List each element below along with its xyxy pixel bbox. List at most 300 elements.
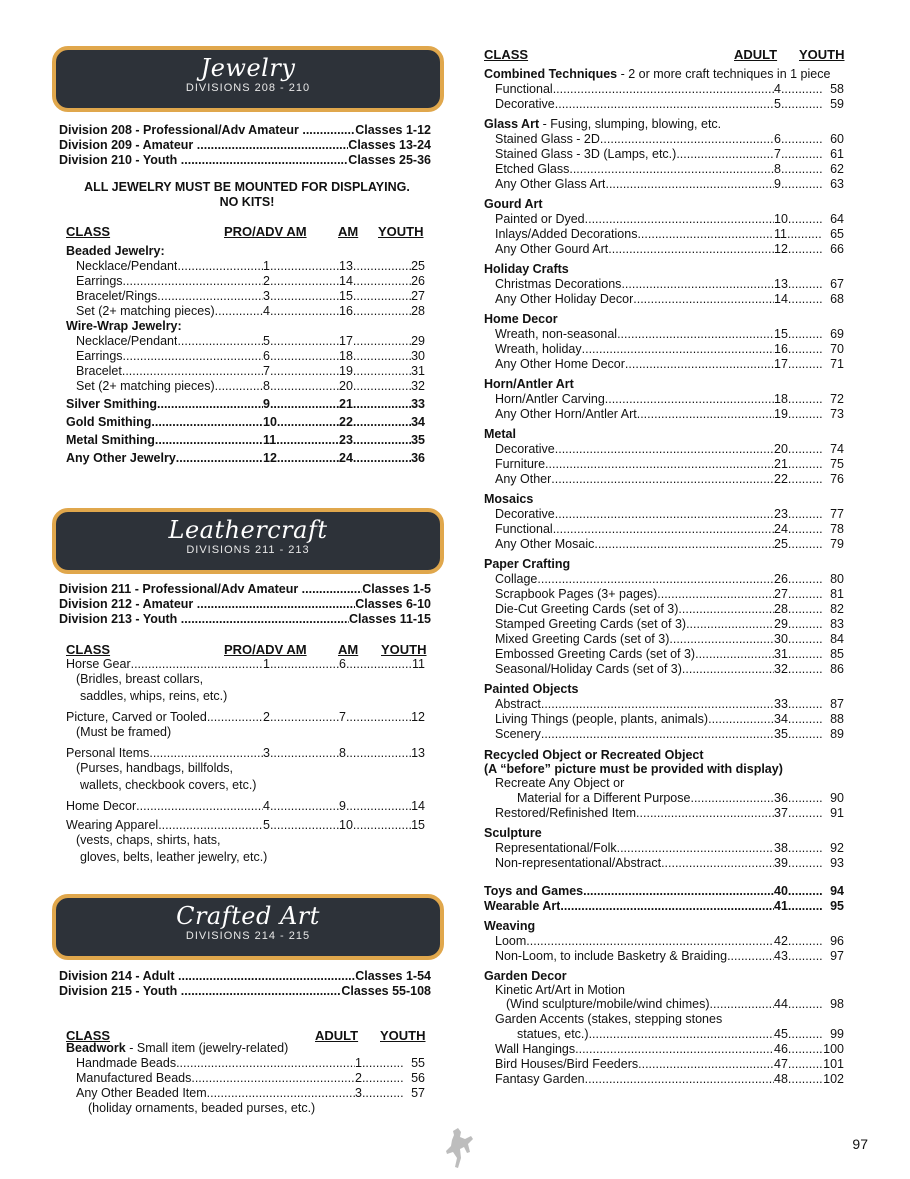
class-number-adult: 16: [774, 342, 788, 356]
class-number-adult: 2: [355, 1071, 362, 1085]
class-number-youth: 91: [830, 806, 844, 820]
division-classes: Classes 11-15: [348, 612, 431, 626]
class-number-adult: 13: [774, 277, 788, 291]
class-row: [484, 407, 844, 422]
adult-segment: [774, 712, 822, 727]
label-segment: [66, 304, 263, 319]
dot-leader: [176, 1056, 355, 1071]
class-number-pro: 5: [263, 334, 270, 348]
jewelry-banner: [52, 46, 444, 112]
class-number-youth: 98: [830, 997, 844, 1011]
class-number-pro: 3: [263, 289, 270, 303]
dot-leader: [621, 277, 774, 292]
division-name: Division 213 - Youth .....: [59, 612, 349, 627]
label-segment: [484, 97, 774, 112]
class-label: statues, etc.): [517, 1027, 589, 1041]
dot-leader: [678, 602, 774, 617]
class-number-am: 24: [339, 451, 353, 465]
class-number-adult: 19: [774, 407, 788, 421]
class-number-pro: 2: [263, 274, 270, 288]
dot-leader: [788, 806, 822, 821]
class-label: Functional: [495, 82, 553, 96]
class-row: [484, 1072, 844, 1087]
pro-segment: [263, 349, 339, 364]
class-number-adult: 45: [774, 1027, 788, 1041]
label-segment: [484, 537, 774, 552]
division-line: [59, 153, 431, 168]
label-segment: [484, 357, 774, 372]
label-segment: [484, 442, 774, 457]
dot-leader: [657, 587, 774, 602]
dot-leader: [788, 327, 822, 342]
class-label: Stained Glass - 2D: [495, 132, 600, 146]
label-segment: [66, 746, 263, 761]
class-label: Christmas Decorations: [495, 277, 622, 291]
class-number-adult: 9: [774, 177, 781, 191]
label-segment: [484, 327, 774, 342]
class-row: [484, 856, 844, 871]
class-number-am: 7: [339, 710, 346, 724]
class-row: [484, 227, 844, 242]
class-number-youth: 75: [830, 457, 844, 471]
class-number-youth: 79: [830, 537, 844, 551]
group-title: Combined Techniques: [484, 67, 618, 81]
dot-leader: [575, 1042, 774, 1057]
class-number-adult: 11: [774, 227, 787, 241]
class-number-youth: 82: [830, 602, 844, 616]
class-number-youth: 71: [830, 357, 844, 371]
label-segment: [484, 856, 774, 871]
label-segment: [484, 806, 774, 821]
class-row: [66, 397, 425, 412]
class-number-youth: 72: [830, 392, 844, 406]
dot-leader: [788, 1057, 822, 1072]
leathercraft-banner-title: Leathercraft: [168, 516, 328, 544]
label-segment: [484, 507, 774, 522]
class-label: Wearing Apparel: [66, 818, 159, 832]
class-label: Earrings: [76, 349, 123, 363]
label-segment: [484, 697, 774, 712]
class-number-youth: 30: [411, 349, 425, 363]
class-label: Collage: [495, 572, 538, 586]
adult-segment: [774, 632, 822, 647]
dot-leader: [157, 289, 263, 304]
division-line: [59, 597, 431, 612]
class-label: Bracelet: [76, 364, 122, 378]
class-number-youth: 26: [411, 274, 425, 288]
dot-leader: [353, 433, 411, 448]
beadwork-section: [66, 1041, 425, 1116]
crafted-class-header: CLASS: [66, 1028, 111, 1043]
class-label: Inlays/Added Decorations: [495, 227, 638, 241]
class-number-adult: 12: [774, 242, 788, 256]
division-line: [59, 969, 431, 984]
crafted-art-banner-subtitle: DIVISIONS 214 - 215: [185, 930, 311, 942]
class-note: (Purses, handbags, billfolds,: [76, 761, 234, 775]
dot-leader: [353, 818, 411, 833]
dot-leader: [788, 841, 822, 856]
dot-leader: [123, 349, 263, 364]
adult-segment: [774, 177, 822, 192]
class-row: [484, 712, 844, 727]
class-label: Any Other Mosaic: [495, 537, 595, 551]
class-label: Restored/Refinished Item: [495, 806, 637, 820]
dot-leader: [353, 379, 411, 394]
dot-leader: [617, 841, 774, 856]
class-row: [484, 1057, 844, 1072]
label-segment: [66, 259, 263, 274]
group-title: Holiday Crafts: [484, 262, 569, 276]
am-segment: [339, 274, 411, 289]
label-segment: [66, 710, 263, 725]
class-number-youth: 97: [830, 949, 844, 963]
class-row: [484, 647, 844, 662]
class-row: [484, 132, 844, 147]
dot-leader: [788, 1042, 822, 1057]
adult-segment: [774, 697, 822, 712]
dot-leader: [270, 818, 339, 833]
division-line: [59, 582, 431, 597]
label-segment: [484, 884, 774, 899]
pro-segment: [263, 451, 339, 466]
dot-leader: [585, 212, 774, 227]
right-class-list: [484, 65, 844, 1087]
dot-leader: [708, 712, 774, 727]
dot-leader: [158, 818, 263, 833]
pro-segment: [263, 710, 339, 725]
class-number-adult: 8: [774, 162, 781, 176]
division-line: [59, 612, 431, 627]
class-number-youth: 100: [823, 1042, 844, 1056]
dot-leader: [788, 791, 822, 806]
group-desc: - Fusing, slumping, blowing, etc.: [539, 117, 722, 131]
label-segment: [484, 342, 774, 357]
dot-leader: [569, 162, 774, 177]
recycled-note: (A “before” picture must be provided with display): [484, 762, 783, 776]
class-number-adult: 44: [774, 997, 788, 1011]
dot-leader: [788, 647, 822, 662]
class-number-pro: 3: [263, 746, 270, 760]
class-label: Die-Cut Greeting Cards (set of 3): [495, 602, 679, 616]
pro-segment: [263, 334, 339, 349]
garden-line: Kinetic Art/Art in Motion: [495, 983, 625, 997]
label-segment: [484, 791, 774, 806]
dot-leader: [215, 379, 263, 394]
class-number-adult: 34: [774, 712, 788, 726]
dot-leader: [270, 746, 339, 761]
class-number-adult: 10: [774, 212, 788, 226]
adult-segment: [774, 997, 822, 1012]
class-label: Painted or Dyed: [495, 212, 585, 226]
class-row: [66, 259, 425, 274]
group-title: Mosaics: [484, 492, 534, 506]
adult-segment: [774, 572, 822, 587]
class-number-adult: 18: [774, 392, 788, 406]
group-title: Weaving: [484, 919, 536, 933]
class-label: Picture, Carved or Tooled: [66, 710, 207, 724]
class-label: Metal Smithing: [66, 433, 155, 447]
class-number-youth: 84: [830, 632, 844, 646]
class-row: [484, 97, 844, 112]
jewelry-pro-header: PRO/ADV AM: [224, 224, 307, 239]
class-label: Abstract: [495, 697, 541, 711]
class-row: [76, 1056, 425, 1071]
label-segment: [484, 949, 774, 964]
dot-leader: [787, 227, 822, 242]
dot-leader: [537, 572, 774, 587]
dot-leader: [353, 304, 411, 319]
pro-segment: [263, 274, 339, 289]
adult-segment: [774, 647, 822, 662]
label-segment: [484, 277, 774, 292]
dot-leader: [788, 442, 822, 457]
class-number-youth: 67: [830, 277, 844, 291]
dot-leader: [788, 472, 822, 487]
dot-leader: [637, 407, 774, 422]
dot-leader: [788, 712, 822, 727]
leathercraft-divisions: [59, 582, 431, 627]
label-segment: [484, 392, 774, 407]
class-row: [66, 289, 425, 304]
class-row: [484, 697, 844, 712]
class-row: [66, 799, 425, 814]
dot-leader: [585, 1072, 774, 1087]
division-line: [59, 123, 431, 138]
class-number-youth: 27: [411, 289, 425, 303]
adult-segment: [355, 1086, 403, 1101]
class-number-pro: 7: [263, 364, 270, 378]
class-label: Material for a Different Purpose: [517, 791, 691, 805]
dot-leader: [788, 856, 822, 871]
class-row: [66, 657, 425, 672]
dot-leader: [155, 433, 263, 448]
class-label: Scrapbook Pages (3+ pages): [495, 587, 658, 601]
jewelry-notice: ALL JEWELRY MUST BE MOUNTED FOR DISPLAYING. NO KITS!: [84, 180, 410, 209]
dot-leader: [362, 1086, 403, 1101]
class-number-youth: 36: [411, 451, 425, 465]
class-note: gloves, belts, leather jewelry, etc.): [80, 850, 268, 864]
adult-segment: [355, 1056, 403, 1071]
dot-leader: [788, 292, 822, 307]
label-segment: [66, 349, 263, 364]
leathercraft-banner-subtitle: DIVISIONS 211 - 213: [186, 544, 310, 556]
dot-leader: [177, 259, 263, 274]
class-label: Any Other: [495, 472, 552, 486]
adult-segment: [774, 1072, 822, 1087]
class-number-adult: 7: [774, 147, 781, 161]
dot-leader: [346, 710, 411, 725]
class-label: Silver Smithing: [66, 397, 157, 411]
class-number-youth: 96: [830, 934, 844, 948]
dot-leader: [149, 746, 263, 761]
group-title: Wire-Wrap Jewelry:: [66, 319, 182, 333]
group-title: Recycled Object or Recreated Object: [484, 748, 704, 762]
am-segment: [339, 799, 411, 814]
class-label: Necklace/Pendant: [76, 259, 178, 273]
adult-segment: [774, 357, 822, 372]
dot-leader: [781, 162, 822, 177]
dot-leader: [551, 472, 774, 487]
dot-leader: [788, 899, 822, 914]
adult-segment: [774, 242, 822, 257]
class-row: [484, 934, 844, 949]
adult-segment: [774, 457, 822, 472]
class-number-youth: 62: [830, 162, 844, 176]
group-heading: [484, 67, 844, 82]
class-row: [484, 806, 844, 821]
class-row: [484, 292, 844, 307]
class-number-am: 15: [339, 289, 353, 303]
crafted-art-banner: [52, 894, 444, 960]
class-number-adult: 28: [774, 602, 788, 616]
label-segment: [76, 1071, 355, 1086]
leather-class-list: [66, 657, 425, 867]
class-number-pro: 8: [263, 379, 270, 393]
group-heading: [484, 919, 844, 934]
label-segment: [484, 292, 774, 307]
class-label: Living Things (people, plants, animals): [495, 712, 709, 726]
class-number-youth: 56: [411, 1071, 425, 1085]
dot-leader: [123, 274, 263, 289]
class-number-adult: 47: [774, 1057, 788, 1071]
class-label: Non-Loom, to include Basketry & Braiding: [495, 949, 728, 963]
class-number-youth: 32: [411, 379, 425, 393]
adult-segment: [774, 841, 822, 856]
dot-leader: [270, 657, 339, 672]
class-number-youth: 35: [411, 433, 425, 447]
label-segment: [484, 177, 774, 192]
class-number-youth: 85: [830, 647, 844, 661]
am-segment: [339, 710, 411, 725]
class-number-pro: 1: [263, 259, 270, 273]
right-youth-header: YOUTH: [799, 47, 845, 62]
class-label: Set (2+ matching pieces): [76, 304, 215, 318]
class-row: [484, 442, 844, 457]
dot-leader: [788, 407, 822, 422]
dot-leader: [545, 457, 774, 472]
class-row: [76, 1071, 425, 1086]
label-segment: [66, 274, 263, 289]
group-title: Horn/Antler Art: [484, 377, 574, 391]
dot-leader: [605, 177, 774, 192]
class-label: Any Other Jewelry: [66, 451, 176, 465]
dot-leader: [346, 746, 411, 761]
class-number-adult: 3: [355, 1086, 362, 1100]
class-number-pro: 12: [263, 451, 277, 465]
group-heading: [484, 312, 844, 327]
class-row: [484, 147, 844, 162]
class-row: [484, 841, 844, 856]
dot-leader: [555, 507, 774, 522]
class-label: Stamped Greeting Cards (set of 3): [495, 617, 687, 631]
dot-leader: [788, 277, 822, 292]
class-row: [484, 242, 844, 257]
dot-leader: [617, 327, 774, 342]
division-classes: Classes 6-10: [355, 597, 431, 611]
adult-segment: [774, 949, 822, 964]
class-number-am: 14: [339, 274, 353, 288]
class-label: Horse Gear: [66, 657, 131, 671]
label-segment: [484, 647, 774, 662]
label-segment: [484, 712, 774, 727]
class-number-adult: 31: [774, 647, 788, 661]
adult-segment: [774, 856, 822, 871]
pro-segment: [263, 818, 339, 833]
class-number-youth: 65: [830, 227, 844, 241]
class-number-pro: 4: [263, 304, 270, 318]
class-label: Necklace/Pendant: [76, 334, 178, 348]
pro-segment: [263, 364, 339, 379]
class-number-pro: 2: [263, 710, 270, 724]
dot-leader: [788, 997, 822, 1012]
dot-leader: [582, 342, 774, 357]
class-label: Fantasy Garden: [495, 1072, 585, 1086]
class-note: wallets, checkbook covers, etc.): [80, 778, 257, 792]
dot-leader: [727, 949, 774, 964]
class-label: Wall Hangings: [495, 1042, 576, 1056]
adult-segment: [774, 162, 822, 177]
group-heading: [484, 117, 844, 132]
class-number-youth: 12: [411, 710, 425, 724]
am-segment: [339, 397, 411, 412]
class-number-youth: 102: [823, 1072, 844, 1086]
adult-segment: [774, 1042, 822, 1057]
dot-leader: [270, 364, 339, 379]
beadwork-desc: - Small item (jewelry-related): [125, 1041, 289, 1055]
group-heading: [484, 748, 844, 763]
class-number-youth: 70: [830, 342, 844, 356]
dot-leader: [781, 147, 822, 162]
division-name: Division 214 - Adult .....: [59, 969, 355, 984]
class-row: [484, 537, 844, 552]
class-number-adult: 29: [774, 617, 788, 631]
class-row: [66, 379, 425, 394]
division-line: [59, 984, 431, 999]
class-row: [484, 522, 844, 537]
dot-leader: [788, 212, 822, 227]
class-number-am: 8: [339, 746, 346, 760]
class-number-youth: 90: [830, 791, 844, 805]
adult-segment: [774, 442, 822, 457]
class-number-youth: 68: [830, 292, 844, 306]
label-segment: [66, 818, 263, 833]
dot-leader: [157, 397, 263, 412]
adult-segment: [774, 727, 822, 742]
class-number-adult: 32: [774, 662, 788, 676]
page-number: 97: [852, 1136, 868, 1152]
dot-leader: [695, 647, 774, 662]
dot-leader: [661, 856, 774, 871]
dot-leader: [353, 274, 411, 289]
class-number-adult: 48: [774, 1072, 788, 1086]
class-row: [484, 617, 844, 632]
label-segment: [66, 379, 263, 394]
class-number-youth: 66: [830, 242, 844, 256]
class-row: [484, 884, 844, 899]
class-number-adult: 14: [774, 292, 788, 306]
dot-leader: [788, 617, 822, 632]
beadwork-note: (holiday ornaments, beaded purses, etc.): [88, 1101, 316, 1115]
class-number-youth: 63: [830, 177, 844, 191]
label-segment: [484, 662, 774, 677]
class-number-youth: 74: [830, 442, 844, 456]
adult-segment: [774, 327, 822, 342]
dot-leader: [589, 1027, 774, 1042]
class-number-youth: 29: [411, 334, 425, 348]
class-label: (Wind sculpture/mobile/wind chimes): [506, 997, 710, 1011]
class-number-adult: 43: [774, 949, 788, 963]
label-segment: [484, 617, 774, 632]
